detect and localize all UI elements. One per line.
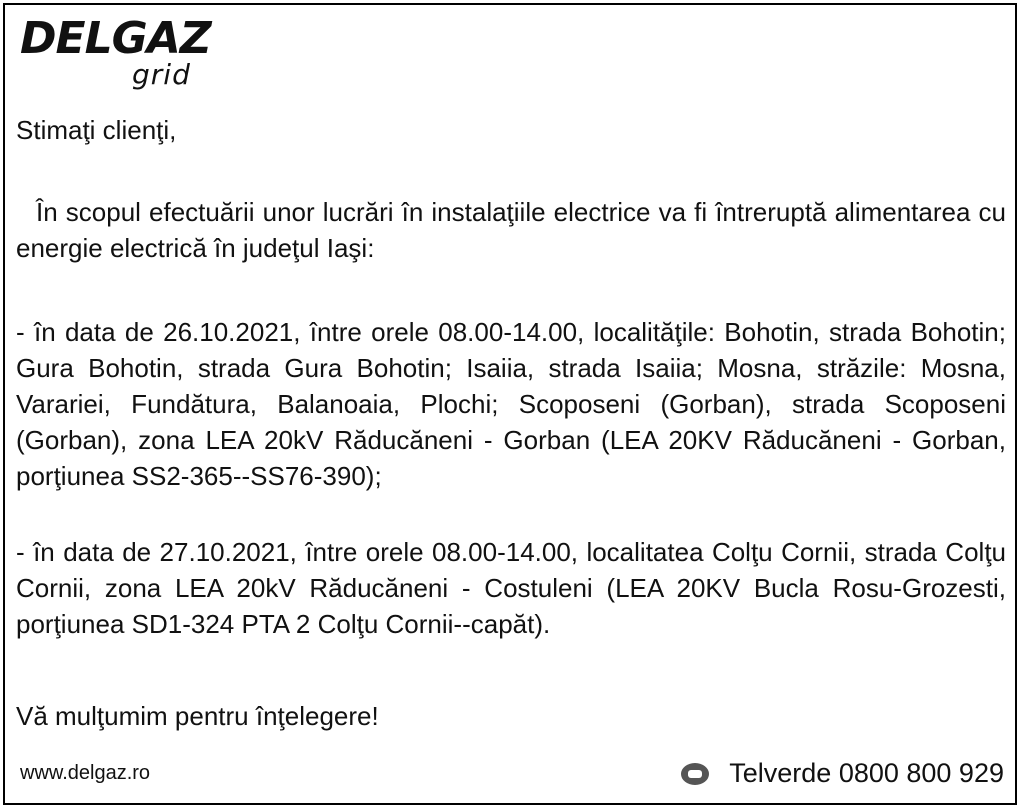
delgaz-logo bbox=[20, 14, 220, 94]
thanks-text: Vă mulţumim pentru înţelegere! bbox=[16, 701, 379, 731]
intro-paragraph: În scopul efectuării unor lucrări în instalaţiile electrice va fi întreruptă alimentarea cu energie electrică în judeţul Iaşi: bbox=[16, 197, 1006, 263]
outage-item-2: - în data de 27.10.2021, între orele 08.00-14.00, localitatea Colţu Cornii, strada Colţu Cornii, zona LEA 20kV Răducăneni - Costuleni (LEA 20KV Bucla Rosu-Grozesti, porţiunea SD1-324 PTA 2 Colţu Cornii--capăt). bbox=[16, 537, 1006, 639]
logo-brand: DELGAZ bbox=[20, 13, 211, 64]
logo-sub: grid bbox=[132, 58, 191, 91]
outage-item-1: - în data de 26.10.2021, între orele 08.00-14.00, localităţile: Bohotin, strada Bohotin; Gura Bohotin, strada Gura Bohotin; Isaiia, strada Isaiia; Mosna, străzile: Mosna, Varariei, Fundătura, Balanoaia, Plochi; Scoposeni (Gorban), strada Scoposeni (Gorban), zona LEA 20kV Răducăneni - Gorban (LEA 20KV Răducăneni - Gorban, porţiunea SS2-365--SS76-390); bbox=[16, 317, 1006, 491]
phone-icon bbox=[681, 763, 709, 785]
phone-number: Telverde 0800 800 929 bbox=[729, 758, 1004, 788]
website-link[interactable]: www.delgaz.ro bbox=[20, 762, 151, 784]
greeting: Stimaţi clienţi, bbox=[16, 115, 177, 145]
phone-contact bbox=[681, 758, 1004, 789]
